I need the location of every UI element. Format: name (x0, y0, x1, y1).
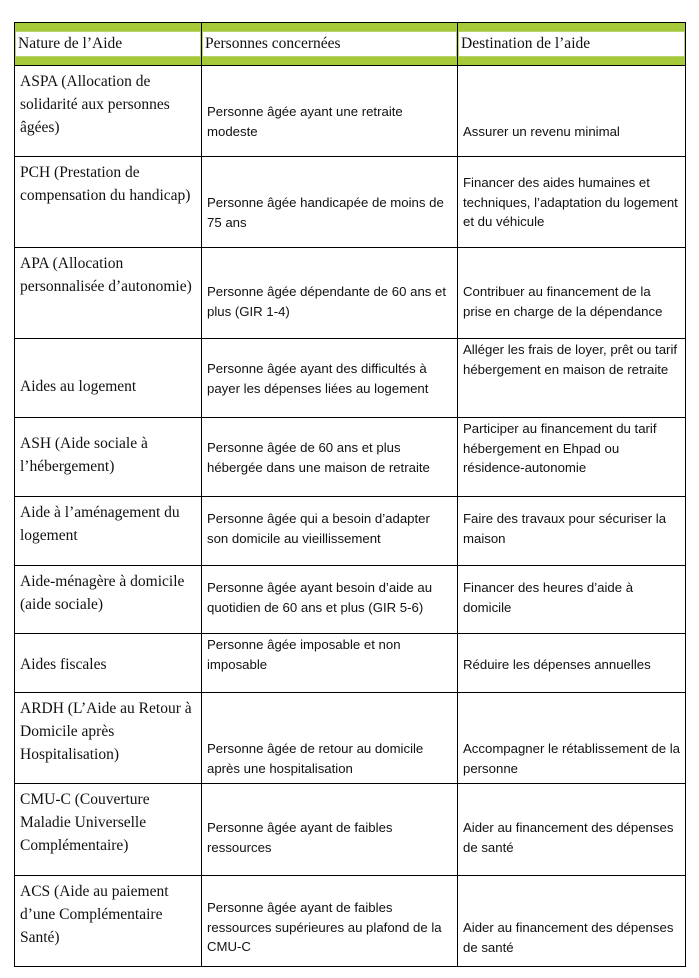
nature-cell-text: Aide à l’aménagement du logement (20, 504, 180, 544)
personnes-cell-text: Personne âgée de retour au domicile après une hospitalisation (207, 741, 424, 776)
nature-cell (15, 566, 202, 634)
nature-cell-text: PCH (Prestation de compensation du handicap) (20, 164, 191, 204)
nature-cell (15, 157, 202, 248)
personnes-cell (202, 566, 458, 634)
destination-cell (458, 157, 686, 248)
nature-cell (15, 784, 202, 876)
personnes-cell-text: Personne âgée ayant une retraite modeste (207, 104, 403, 139)
nature-cell-text: ARDH (L’Aide au Retour à Domicile après Hospitalisation) (20, 700, 192, 763)
personnes-cell (202, 634, 458, 693)
personnes-cell-text: Personne âgée ayant des difficultés à payer les dépenses liées au logement (207, 361, 429, 396)
destination-cell-text: Financer des aides humaines et techniques, l’adaptation du logement et du véhicule (463, 175, 678, 229)
nature-cell (15, 248, 202, 339)
destination-cell (458, 339, 686, 418)
nature-cell (15, 418, 202, 497)
aid-table (14, 22, 686, 967)
destination-cell-text: Accompagner le rétablissement de la personne (463, 741, 680, 776)
header-label: Destination de l’aide (458, 31, 685, 57)
nature-cell-text: Aides au logement (20, 378, 137, 395)
destination-cell (458, 248, 686, 339)
destination-cell (458, 784, 686, 876)
personnes-cell-text: Personne âgée imposable et non imposable (207, 637, 401, 672)
personnes-cell (202, 876, 458, 967)
personnes-cell-text: Personne âgée dépendante de 60 ans et plus (GIR 1-4) (207, 284, 447, 319)
nature-cell (15, 339, 202, 418)
nature-cell (15, 66, 202, 157)
destination-cell-text: Alléger les frais de loyer, prêt ou tarif hébergement en maison de retraite (463, 342, 678, 377)
destination-cell (458, 497, 686, 566)
personnes-cell-text: Personne âgée ayant besoin d’aide au quotidien de 60 ans et plus (GIR 5-6) (207, 580, 433, 615)
table-row (15, 634, 686, 693)
personnes-cell (202, 693, 458, 784)
header-cell-nature (15, 23, 202, 66)
header-row (15, 23, 686, 66)
header-label: Nature de l’Aide (15, 31, 201, 57)
destination-cell (458, 66, 686, 157)
destination-cell-text: Réduire les dépenses annuelles (463, 657, 651, 672)
nature-cell-text: Aides fiscales (20, 656, 107, 673)
personnes-cell (202, 784, 458, 876)
table-row (15, 248, 686, 339)
destination-cell (458, 693, 686, 784)
nature-cell-text: ASH (Aide sociale à l’hébergement) (20, 435, 148, 475)
destination-cell-text: Aider au financement des dépenses de santé (463, 920, 674, 955)
table-row (15, 693, 686, 784)
personnes-cell-text: Personne âgée de 60 ans et plus hébergée dans une maison de retraite (207, 440, 430, 475)
table-row (15, 418, 686, 497)
personnes-cell-text: Personne âgée qui a besoin d’adapter son domicile au vieillissement (207, 511, 430, 546)
table-row (15, 66, 686, 157)
header-label: Personnes concernées (202, 31, 457, 57)
personnes-cell (202, 339, 458, 418)
destination-cell (458, 876, 686, 967)
destination-cell-text: Participer au financement du tarif hébergement en Ehpad ou résidence-autonomie (463, 421, 657, 475)
destination-cell-text: Contribuer au financement de la prise en charge de la dépendance (463, 284, 663, 319)
destination-cell-text: Financer des heures d’aide à domicile (463, 580, 634, 615)
personnes-cell (202, 66, 458, 157)
nature-cell-text: CMU-C (Couverture Maladie Universelle Complémentaire) (20, 791, 150, 854)
nature-cell-text: ACS (Aide au paiement d’une Complémentaire Santé) (20, 883, 169, 946)
personnes-cell-text: Personne âgée handicapée de moins de 75 ans (207, 195, 444, 230)
nature-cell (15, 634, 202, 693)
nature-cell (15, 876, 202, 967)
personnes-cell (202, 418, 458, 497)
destination-cell-text: Aider au financement des dépenses de santé (463, 820, 674, 855)
personnes-cell (202, 248, 458, 339)
destination-cell (458, 566, 686, 634)
table-row (15, 784, 686, 876)
personnes-cell-text: Personne âgée ayant de faibles ressources (207, 820, 393, 855)
nature-cell-text: Aide-ménagère à domicile (aide sociale) (20, 573, 185, 613)
destination-cell-text: Assurer un revenu minimal (463, 124, 620, 139)
personnes-cell-text: Personne âgée ayant de faibles ressources supérieures au plafond de la CMU-C (207, 900, 442, 954)
nature-cell (15, 497, 202, 566)
header-cell-destination (458, 23, 686, 66)
nature-cell-text: ASPA (Allocation de solidarité aux personnes âgées) (20, 73, 170, 136)
personnes-cell (202, 497, 458, 566)
table-row (15, 339, 686, 418)
table-row (15, 876, 686, 967)
destination-cell (458, 634, 686, 693)
nature-cell (15, 693, 202, 784)
nature-cell-text: APA (Allocation personnalisée d’autonomie) (20, 255, 192, 295)
table-row (15, 497, 686, 566)
destination-cell (458, 418, 686, 497)
table-row (15, 566, 686, 634)
document-page (14, 22, 685, 967)
table-row (15, 157, 686, 248)
destination-cell-text: Faire des travaux pour sécuriser la maison (463, 511, 667, 546)
personnes-cell (202, 157, 458, 248)
header-cell-personnes (202, 23, 458, 66)
